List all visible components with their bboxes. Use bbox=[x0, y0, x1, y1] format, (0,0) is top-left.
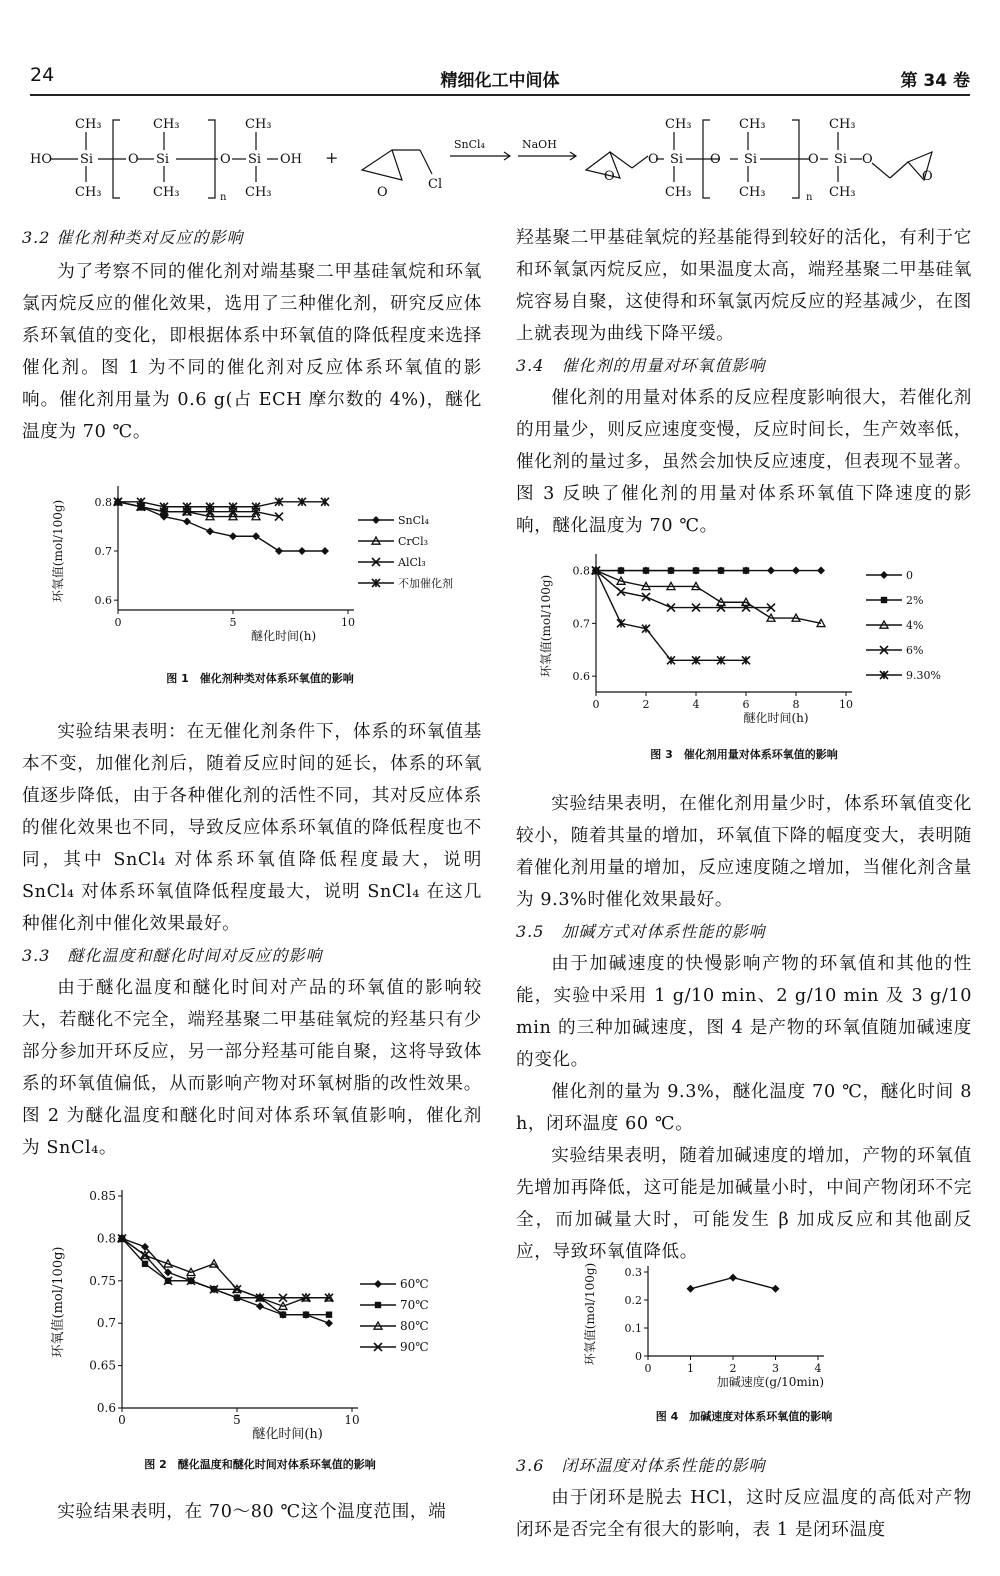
scheme-ch3: CH₃ bbox=[153, 117, 180, 132]
series-line bbox=[118, 502, 325, 551]
svg-text:CH₃: CH₃ bbox=[739, 185, 766, 200]
section-3-4-title: 3.4 催化剂的用量对环氧值影响 bbox=[516, 356, 766, 375]
data-point bbox=[618, 567, 624, 573]
data-point bbox=[303, 1312, 309, 1318]
data-point bbox=[326, 1312, 332, 1318]
x-tick-label: 2 bbox=[729, 1362, 737, 1375]
reagent-1: SnCl₄ bbox=[454, 138, 485, 151]
scheme-atom: OH bbox=[280, 152, 302, 167]
svg-text:CH₃: CH₃ bbox=[829, 185, 856, 200]
y-tick-label: 0.7 bbox=[96, 1316, 116, 1331]
paragraph: 实验结果表明，随着加碱速度的增加，产物的环氧值先增加再降低，这可能是加碱量小时，中间产物闭环不完全，而加碱量大时，可能发生 β 加成反应和其他副反应，导致环氧值降低。 bbox=[516, 1146, 972, 1262]
x-tick-label: 10 bbox=[341, 616, 355, 629]
x-tick-label: 6 bbox=[742, 698, 750, 711]
data-point bbox=[374, 1280, 382, 1288]
data-point bbox=[792, 567, 800, 575]
data-point bbox=[643, 567, 649, 573]
data-point bbox=[256, 1302, 264, 1310]
y-tick-label: 0.3 bbox=[624, 1266, 642, 1279]
y-tick-label: 0.65 bbox=[89, 1358, 116, 1373]
svg-text:O: O bbox=[710, 152, 721, 167]
data-point bbox=[729, 1274, 737, 1282]
series-line bbox=[122, 1238, 329, 1297]
y-tick-label: 0.8 bbox=[96, 1231, 116, 1246]
data-point bbox=[234, 1295, 240, 1301]
y-tick-label: 0.1 bbox=[624, 1322, 642, 1335]
svg-text:O: O bbox=[604, 169, 615, 184]
x-axis-label: 醚化时间(h) bbox=[251, 629, 317, 643]
data-point bbox=[743, 567, 749, 573]
legend-label: 6% bbox=[906, 644, 924, 657]
scheme-atom: O bbox=[128, 152, 139, 167]
x-tick-label: 5 bbox=[233, 1413, 241, 1427]
y-tick-label: 0.7 bbox=[572, 617, 590, 631]
svg-text:CH₃: CH₃ bbox=[665, 185, 692, 200]
figure-2-caption: 图 2 醚化温度和醚化时间对体系环氧值的影响 bbox=[144, 1458, 376, 1471]
y-axis-label: 环氧值(mol/100g) bbox=[539, 574, 553, 678]
x-tick-label: 2 bbox=[642, 698, 650, 711]
scheme-n: n bbox=[220, 192, 227, 203]
data-point bbox=[880, 571, 888, 579]
data-point bbox=[718, 567, 724, 573]
right-column-bottom bbox=[516, 1450, 972, 1546]
figure-2-chart bbox=[48, 1180, 468, 1450]
y-axis-label: 环氧值(mol/100g) bbox=[51, 1246, 66, 1358]
section-3-6-title: 3.6 闭环温度对体系性能的影响 bbox=[516, 1456, 766, 1475]
figure-1-chart bbox=[48, 480, 468, 660]
y-tick-label: 0.7 bbox=[94, 545, 112, 558]
legend-label: 60℃ bbox=[400, 1277, 429, 1291]
left-column-middle bbox=[22, 716, 482, 1164]
paragraph: 催化剂的用量对体系的反应程度影响很大，若催化剂的用量少，则反应速度变慢，反应时间长，生产效率低，催化剂的量过多，虽然会加快反应速度，但表现不显著。图 3 反映了催化剂的用量对体系环氧值下降速度的影响，醚化温度为 70 ℃。 bbox=[516, 388, 972, 536]
figure-1-caption: 图 1 催化剂种类对体系环氧值的影响 bbox=[166, 672, 354, 685]
data-point bbox=[183, 518, 191, 526]
paragraph: 羟基聚二甲基硅氧烷的羟基能得到较好的活化，有利于它和环氧氯丙烷反应，如果温度太高，端羟基聚二甲基硅氧烷容易自聚，这使得和环氧氯丙烷反应的羟基减少，在图上就表现为曲线下降平缓。 bbox=[516, 228, 972, 344]
legend-label: 2% bbox=[906, 594, 924, 607]
y-axis-label: 环氧值(mol/100g) bbox=[583, 1262, 597, 1366]
x-tick-label: 4 bbox=[814, 1362, 822, 1375]
svg-text:Si: Si bbox=[670, 152, 684, 167]
y-tick-label: 0.8 bbox=[572, 564, 590, 578]
data-point bbox=[142, 1261, 148, 1267]
svg-text:O: O bbox=[862, 152, 873, 167]
data-point bbox=[693, 567, 699, 573]
scheme-plus: + bbox=[325, 148, 339, 167]
data-point bbox=[375, 1302, 381, 1308]
right-column-top bbox=[516, 222, 972, 542]
data-point bbox=[372, 516, 380, 524]
series-line bbox=[596, 571, 821, 624]
paragraph: 实验结果表明，在催化剂用量少时，体系环氧值变化较小，随着其量的增加，环氧值下降的幅度变大，表明随着催化剂用量的增加，反应速度随之增加，当催化剂含量为 9.3%时催化效果最好。 bbox=[516, 794, 972, 910]
y-tick-label: 0.6 bbox=[94, 594, 112, 608]
paragraph: 由于闭环是脱去 HCl，这时反应温度的高低对产物闭环是否完全有很大的影响，表 1 是闭环温度 bbox=[516, 1488, 972, 1540]
svg-text:n: n bbox=[806, 192, 813, 203]
section-3-3-title: 3.3 醚化温度和醚化时间对反应的影响 bbox=[22, 946, 323, 965]
figure-3-chart bbox=[536, 540, 976, 730]
y-tick-label: 0.85 bbox=[89, 1189, 116, 1203]
y-tick-label: 0.6 bbox=[96, 1401, 116, 1415]
x-axis-label: 醚化时间(h) bbox=[743, 711, 809, 725]
data-point bbox=[298, 547, 306, 555]
data-point bbox=[280, 1312, 286, 1318]
legend-label: 70℃ bbox=[400, 1298, 429, 1312]
legend-label: SnCl₄ bbox=[398, 514, 429, 527]
y-tick-label: 0 bbox=[635, 1350, 642, 1363]
legend-label: 90℃ bbox=[400, 1340, 429, 1354]
scheme-ch3: CH₃ bbox=[245, 117, 272, 132]
x-tick-label: 5 bbox=[229, 616, 237, 629]
scheme-atom: Si bbox=[248, 152, 262, 167]
journal-title: 精细化工中间体 bbox=[440, 71, 560, 91]
legend-label: 4% bbox=[906, 619, 924, 632]
scheme-ch3: CH₃ bbox=[245, 185, 272, 200]
data-point bbox=[668, 567, 674, 573]
legend-label: 80℃ bbox=[400, 1319, 429, 1333]
reaction-scheme bbox=[20, 108, 980, 204]
data-point bbox=[321, 547, 329, 555]
scheme-ch3: CH₃ bbox=[75, 117, 102, 132]
paragraph: 催化剂的量为 9.3%，醚化温度 70 ℃，醚化时间 8 h，闭环温度 60 ℃。 bbox=[516, 1082, 972, 1134]
legend-label: 9.30% bbox=[906, 669, 941, 682]
x-tick-label: 0 bbox=[592, 698, 600, 711]
svg-text:Si: Si bbox=[744, 152, 758, 167]
scheme-ch3: CH₃ bbox=[75, 185, 102, 200]
scheme-o: O bbox=[377, 185, 388, 200]
figure-4-caption: 图 4 加碱速度对体系环氧值的影响 bbox=[655, 1410, 833, 1423]
header-rule bbox=[30, 94, 970, 96]
x-tick-label: 0 bbox=[644, 1362, 652, 1375]
reagent-2: NaOH bbox=[522, 138, 557, 151]
series-line bbox=[122, 1238, 329, 1323]
svg-text:O: O bbox=[648, 152, 659, 167]
right-column-middle bbox=[516, 788, 972, 1268]
x-tick-label: 0 bbox=[114, 616, 122, 629]
x-axis-label: 加碱速度(g/10min) bbox=[716, 1375, 825, 1389]
svg-text:CH₃: CH₃ bbox=[739, 117, 766, 132]
data-point bbox=[325, 1319, 333, 1327]
data-point bbox=[687, 1285, 695, 1293]
series-line bbox=[122, 1238, 329, 1306]
x-tick-label: 10 bbox=[344, 1413, 360, 1427]
scheme-atom: HO bbox=[30, 152, 52, 167]
scheme-ch3: CH₃ bbox=[153, 185, 180, 200]
x-tick-label: 0 bbox=[118, 1413, 126, 1427]
data-point bbox=[252, 532, 260, 540]
svg-text:O: O bbox=[922, 169, 933, 184]
section-3-5-title: 3.5 加碱方式对体系性能的影响 bbox=[516, 922, 766, 941]
left-column-top bbox=[22, 222, 482, 448]
paragraph: 由于醚化温度和醚化时间对产品的环氧值的影响较大，若醚化不完全，端羟基聚二甲基硅氧烷的羟基只有少部分参加开环反应，另一部分羟基可能自聚，这将导致体系的环氧值偏低，从而影响产物对环氧树脂的改性效果。图 2 为醚化温度和醚化时间对体系环氧值影响，催化剂为 SnCl₄。 bbox=[22, 978, 482, 1158]
svg-text:CH₃: CH₃ bbox=[665, 117, 692, 132]
scheme-atom: Si bbox=[80, 152, 94, 167]
data-point bbox=[817, 567, 825, 575]
scheme-atom: Si bbox=[156, 152, 170, 167]
paragraph: 实验结果表明：在无催化剂条件下，体系的环氧值基本不变，加催化剂后，随着反应时间的延长，体系的环氧值逐步降低，由于各种催化剂的活性不同，其对反应体系的催化效果也不同，导致反应体系环氧值的降低程度也不同，其中 SnCl₄ 对体系环氧值降低程度最大，说明 SnCl₄ 对体系环氧值降低程度最大，说明 SnCl₄ 在这几种催化剂中催化效果最好。 bbox=[22, 722, 482, 934]
svg-text:Si: Si bbox=[834, 152, 848, 167]
x-axis-label: 醚化时间(h) bbox=[252, 1427, 323, 1442]
legend-label: AlCl₃ bbox=[398, 556, 426, 569]
data-point bbox=[229, 532, 237, 540]
figure-4-chart bbox=[580, 1258, 880, 1398]
section-3-2-title: 3.2 催化剂种类对反应的影响 bbox=[22, 228, 244, 247]
paragraph: 由于加碱速度的快慢影响产物的环氧值和其他的性能，实验中采用 1 g/10 min、2 g/10 min 及 3 g/10 min 的三种加碱速度，图 4 是产物的环氧值随加碱速度的变化。 bbox=[516, 954, 972, 1070]
data-point bbox=[275, 547, 283, 555]
y-tick-label: 0.6 bbox=[572, 670, 590, 684]
figure-3-caption: 图 3 催化剂用量对体系环氧值的影响 bbox=[650, 748, 838, 761]
y-tick-label: 0.2 bbox=[624, 1294, 642, 1307]
x-tick-label: 10 bbox=[839, 698, 853, 711]
x-tick-label: 8 bbox=[792, 698, 800, 711]
series-line bbox=[118, 502, 325, 507]
y-axis-label: 环氧值(mol/100g) bbox=[51, 499, 65, 603]
svg-text:CH₃: CH₃ bbox=[829, 117, 856, 132]
x-tick-label: 3 bbox=[772, 1362, 779, 1375]
scheme-cl: Cl bbox=[428, 177, 443, 192]
data-point bbox=[772, 1285, 780, 1293]
page-number: 24 bbox=[30, 64, 55, 86]
paragraph: 为了考察不同的催化剂对端基聚二甲基硅氧烷和环氧氯丙烷反应的催化效果，选用了三种催化剂，研究反应体系环氧值的变化，即根据体系中环氧值的降低程度来选择催化剂。图 1 为不同的催化剂对反应体系环氧值的影响。催化剂用量为 0.6 g(占 ECH 摩尔数的 4%)，醚化温度为 70 ℃。 bbox=[22, 262, 482, 442]
svg-text:O: O bbox=[808, 152, 819, 167]
paragraph: 实验结果表明，在 70～80 ℃这个温度范围，端 bbox=[57, 1502, 447, 1522]
y-tick-label: 0.75 bbox=[89, 1273, 116, 1288]
left-column-bottom bbox=[22, 1496, 482, 1528]
legend-label: CrCl₃ bbox=[398, 535, 429, 548]
scheme-atom: O bbox=[220, 152, 231, 167]
data-point bbox=[881, 597, 887, 603]
data-point bbox=[767, 567, 775, 575]
y-tick-label: 0.8 bbox=[94, 495, 112, 509]
data-point bbox=[206, 527, 214, 535]
x-tick-label: 4 bbox=[692, 698, 700, 711]
legend-label: 0 bbox=[906, 569, 913, 582]
volume-label: 第 34 卷 bbox=[900, 71, 970, 91]
legend-label: 不加催化剂 bbox=[398, 577, 453, 590]
x-tick-label: 1 bbox=[687, 1362, 694, 1375]
